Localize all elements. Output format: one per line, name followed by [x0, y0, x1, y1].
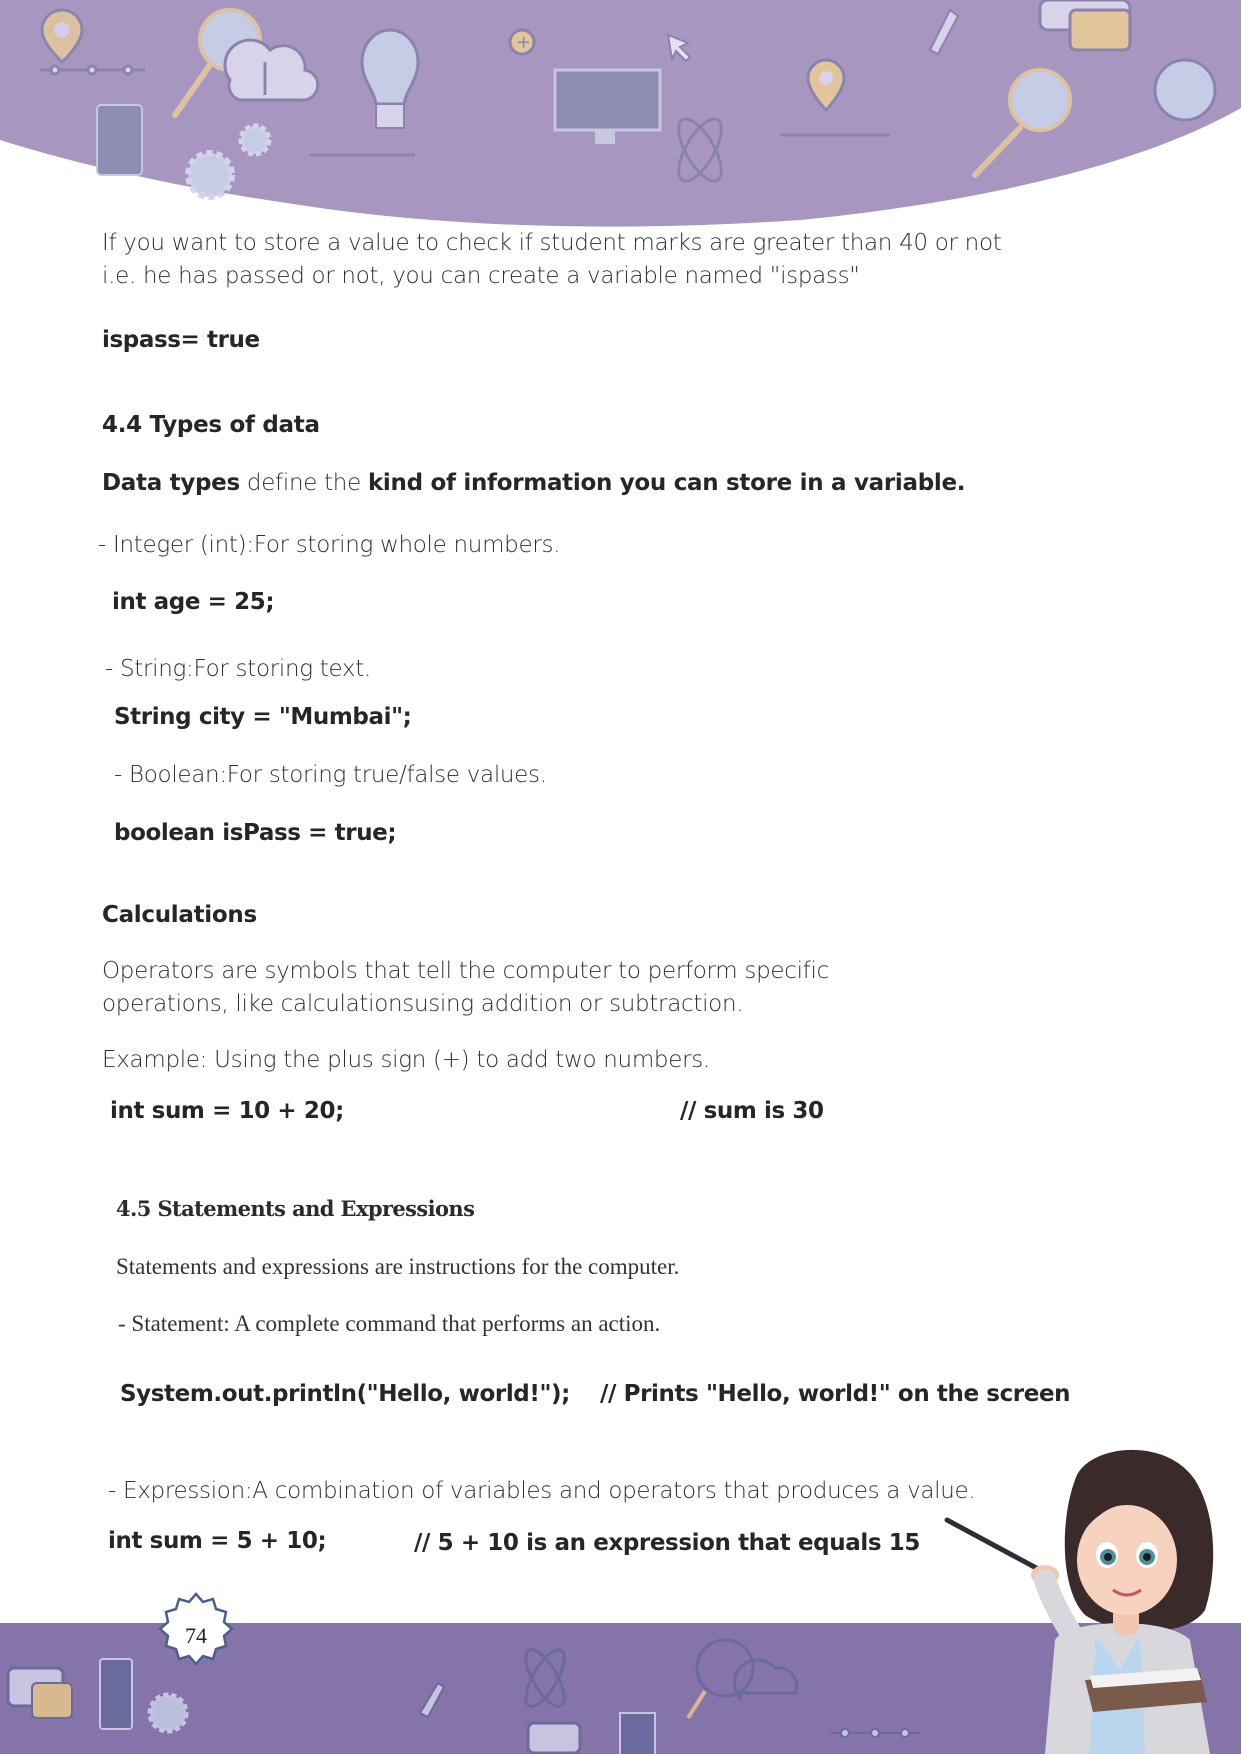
statement-code: System.out.println("Hello, world!"); — [120, 1381, 570, 1407]
lightbulb-icon-2 — [1155, 60, 1215, 120]
type-integer-description: - Integer (int):For storing whole numbers. — [98, 532, 561, 558]
page-number-badge — [150, 1590, 242, 1682]
chain-link-icon — [620, 1713, 655, 1754]
intro-line-2: i.e. he has passed or not, you can create a variable named "ispass" — [102, 263, 860, 289]
section-4-5-heading: 4.5 Statements and Expressions — [116, 1196, 475, 1221]
definition-normal: define the — [239, 470, 368, 496]
rocket-icon — [420, 1683, 444, 1717]
expression-comment: // 5 + 10 is an expression that equals 15 — [414, 1530, 920, 1556]
cloud-upload-icon — [734, 1660, 796, 1698]
statement-comment: // Prints "Hello, world!" on the screen — [600, 1381, 1071, 1407]
magnifier-icon — [688, 1640, 753, 1718]
add-icon — [510, 30, 534, 54]
calculations-example: Example: Using the plus sign (+) to add two numbers. — [102, 1047, 710, 1073]
section-4-5-intro: Statements and expressions are instructions for the computer. — [116, 1254, 680, 1279]
type-boolean-description: - Boolean:For storing true/false values. — [114, 762, 547, 788]
phone-icon — [100, 1659, 132, 1729]
chat-bubble-icon-2 — [528, 1723, 580, 1753]
page-number: 74 — [185, 1623, 207, 1648]
expression-description: - Expression:A combination of variables and operators that produces a value. — [108, 1478, 976, 1504]
atom-icon — [519, 1644, 572, 1711]
definition-bold-term: Data types — [102, 470, 240, 496]
ispass-code: ispass= true — [102, 327, 260, 353]
calculations-para-line-1: Operators are symbols that tell the computer to perform specific — [102, 958, 829, 984]
type-boolean-code: boolean isPass = true; — [114, 820, 397, 846]
chat-bubble-icon — [8, 1668, 72, 1718]
expression-code: int sum = 5 + 10; — [108, 1528, 327, 1554]
calculations-comment: // sum is 30 — [680, 1098, 824, 1124]
section-4-4-heading: 4.4 Types of data — [102, 412, 320, 438]
type-string-description: - String:For storing text. — [105, 656, 371, 682]
svg-text:+: + — [516, 32, 532, 53]
intro-line-1: If you want to store a value to check if student marks are greater than 40 or not — [102, 230, 1002, 256]
calculations-para-line-2: operations, like calculationsusing addition or subtraction. — [102, 991, 744, 1017]
header-banner — [0, 0, 1241, 240]
type-string-code: String city = "Mumbai"; — [114, 704, 412, 730]
type-integer-code: int age = 25; — [112, 589, 275, 615]
data-types-definition — [102, 470, 965, 496]
connector-line-icon — [830, 1729, 920, 1737]
calculations-heading: Calculations — [102, 902, 257, 928]
calculations-code: int sum = 10 + 20; — [110, 1098, 344, 1124]
connector-line-icon — [40, 66, 145, 74]
pen-icon — [947, 1520, 1040, 1570]
gear-icon — [150, 1695, 186, 1731]
definition-bold-phrase: kind of information you can store in a variable. — [367, 470, 966, 496]
statement-description: - Statement: A complete command that performs an action. — [118, 1311, 661, 1336]
phone-icon — [97, 105, 142, 175]
teacher-illustration — [935, 1440, 1241, 1754]
